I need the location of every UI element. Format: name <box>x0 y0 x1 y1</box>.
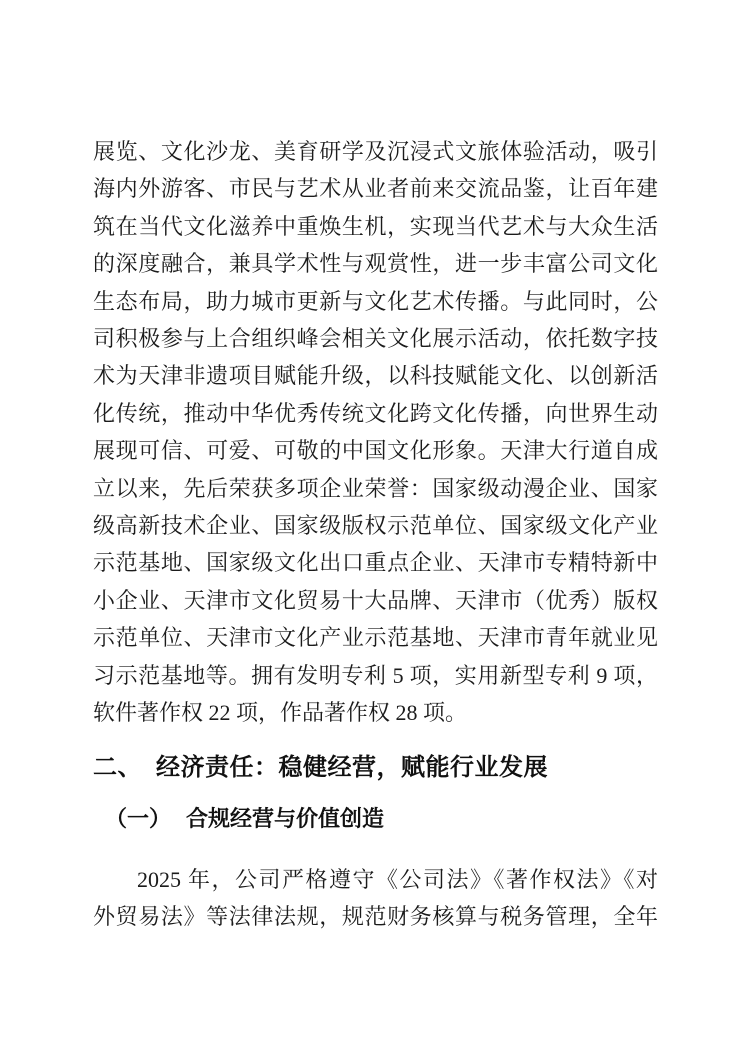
text-line: 海内外游客、市民与艺术从业者前来交流品鉴，让百年建 <box>93 176 658 202</box>
text-line: 习示范基地等。拥有发明专利 5 项，实用新型专利 9 项， <box>93 662 658 688</box>
text-line: 立以来，先后荣获多项企业荣誉：国家级动漫企业、国家 <box>93 475 658 501</box>
text-line: 展现可信、可爱、可敬的中国文化形象。天津大行道自成 <box>93 438 658 464</box>
section-heading-title: 经济责任：稳健经营，赋能行业发展 <box>156 752 548 781</box>
subsection-heading-title: 合规经营与价值创造 <box>186 805 385 831</box>
subsection-heading-number: （一） <box>105 805 172 831</box>
text-line: 的深度融合，兼具学术性与观赏性，进一步丰富公司文化 <box>93 251 658 277</box>
text-line: 小企业、天津市文化贸易十大品牌、天津市（优秀）版权 <box>93 587 658 613</box>
text-line: 软件著作权 22 项，作品著作权 28 项。 <box>93 700 468 726</box>
text-line: 术为天津非遗项目赋能升级，以科技赋能文化、以创新活 <box>93 363 658 389</box>
text-line: 外贸易法》等法律法规，规范财务核算与税务管理，全年 <box>93 903 658 929</box>
paragraph-compliance <box>93 861 658 936</box>
section-heading-number: 二、 <box>93 752 142 781</box>
text-line: 化传统，推动中华优秀传统文化跨文化传播，向世界生动 <box>93 400 658 426</box>
paragraph-continuation <box>93 133 658 732</box>
text-line: 级高新技术企业、国家级版权示范单位、国家级文化产业 <box>93 513 658 539</box>
text-line: 筑在当代文化滋养中重焕生机，实现当代艺术与大众生活 <box>93 213 658 239</box>
text-line: 生态布局，助力城市更新与文化艺术传播。与此同时，公 <box>93 288 658 314</box>
section-heading <box>93 749 658 786</box>
text-line: 示范基地、国家级文化出口重点企业、天津市专精特新中 <box>93 550 658 576</box>
text-line: 2025 年，公司严格遵守《公司法》《著作权法》《对 <box>137 866 658 892</box>
text-line: 司积极参与上合组织峰会相关文化展示活动，依托数字技 <box>93 326 658 352</box>
subsection-heading <box>93 800 658 837</box>
text-line: 示范单位、天津市文化产业示范基地、天津市青年就业见 <box>93 625 658 651</box>
text-line: 展览、文化沙龙、美育研学及沉浸式文旅体验活动，吸引 <box>93 139 658 164</box>
